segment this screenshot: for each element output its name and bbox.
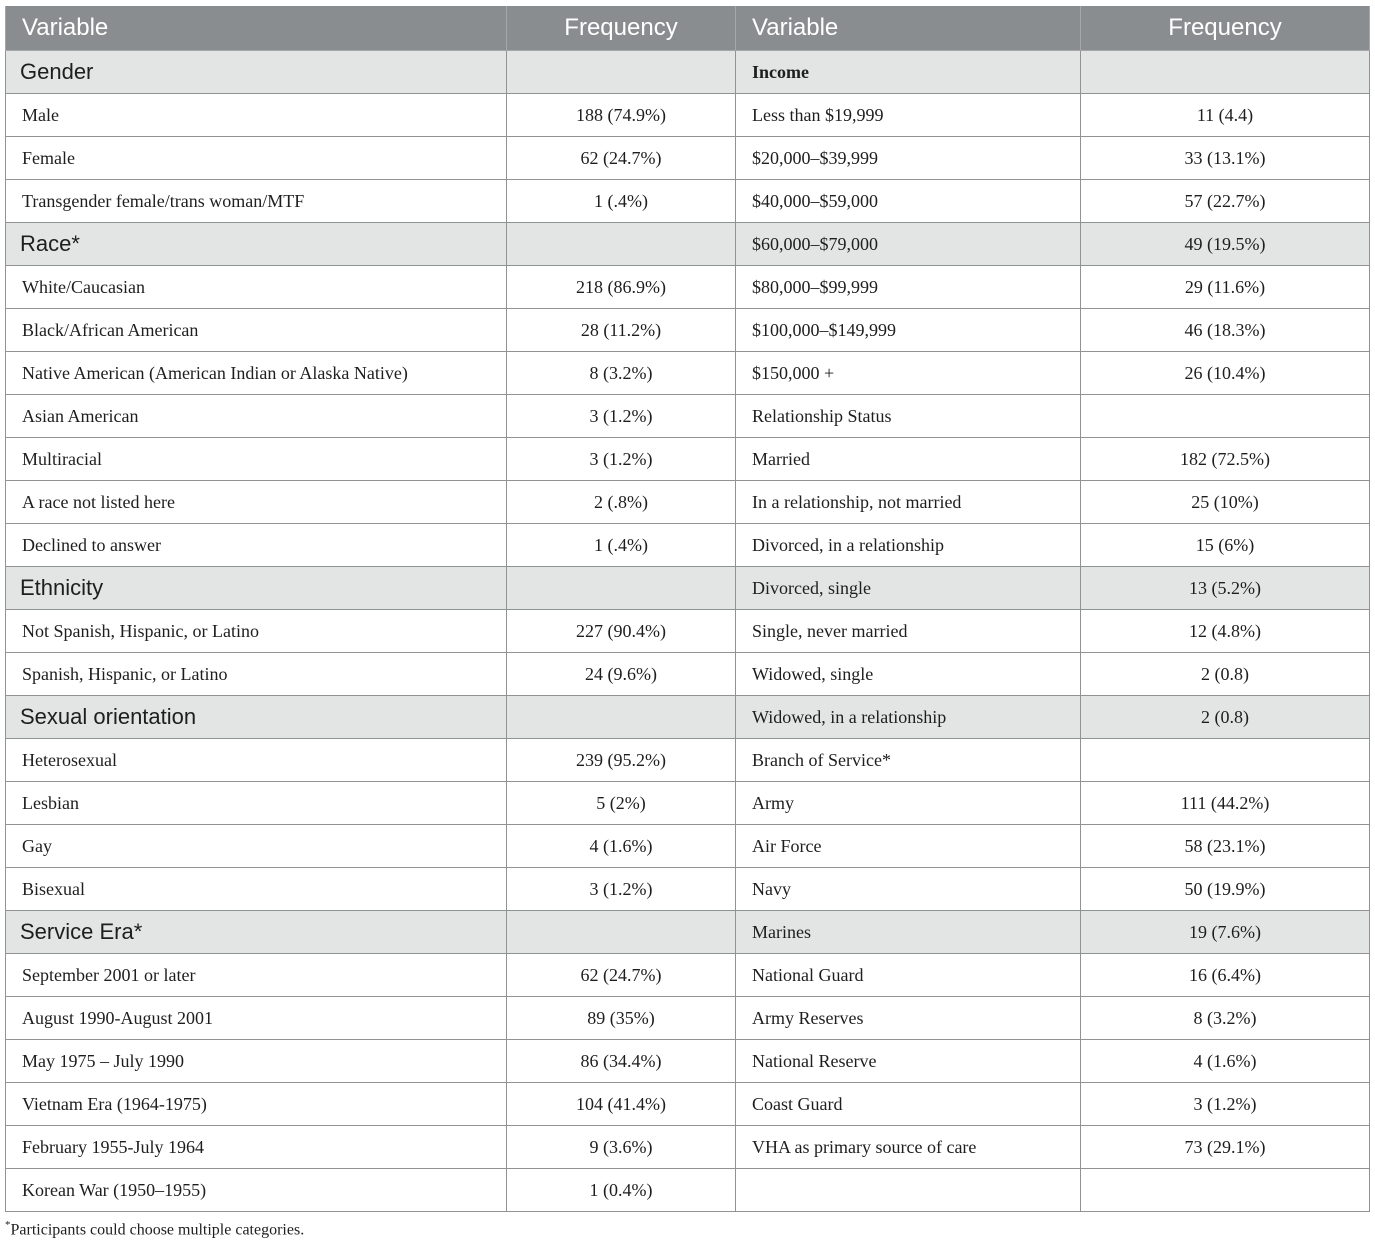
right-frequency-cell (1081, 51, 1370, 94)
left-variable-cell: Ethnicity (6, 567, 507, 610)
left-variable-cell: May 1975 – July 1990 (6, 1040, 507, 1083)
table-row (6, 395, 1370, 438)
footnote-text: Participants could choose multiple categories. (10, 1221, 305, 1239)
left-variable-cell: Lesbian (6, 782, 507, 825)
right-frequency-cell: 16 (6.4%) (1081, 954, 1370, 997)
right-variable-cell: $40,000–$59,000 (736, 180, 1081, 223)
left-frequency-cell: 218 (86.9%) (507, 266, 736, 309)
right-frequency-cell (1081, 739, 1370, 782)
right-variable-cell: National Reserve (736, 1040, 1081, 1083)
right-frequency-cell: 46 (18.3%) (1081, 309, 1370, 352)
right-frequency-cell: 58 (23.1%) (1081, 825, 1370, 868)
left-frequency-cell (507, 223, 736, 266)
left-variable-cell: Gender (6, 51, 507, 94)
left-variable-cell: Multiracial (6, 438, 507, 481)
left-frequency-cell: 28 (11.2%) (507, 309, 736, 352)
left-variable-cell: September 2001 or later (6, 954, 507, 997)
footnote-marker: * (5, 1219, 11, 1231)
left-frequency-cell: 4 (1.6%) (507, 825, 736, 868)
left-variable-cell: Declined to answer (6, 524, 507, 567)
table-row (6, 137, 1370, 180)
table-row (6, 1169, 1370, 1212)
right-variable-cell: Relationship Status (736, 395, 1081, 438)
header-frequency-left: Frequency (507, 6, 736, 51)
right-variable-cell: Single, never married (736, 610, 1081, 653)
table-row (6, 997, 1370, 1040)
right-frequency-cell: 33 (13.1%) (1081, 137, 1370, 180)
right-frequency-cell: 12 (4.8%) (1081, 610, 1370, 653)
right-variable-cell: Army Reserves (736, 997, 1081, 1040)
table-row (6, 1040, 1370, 1083)
right-frequency-cell: 15 (6%) (1081, 524, 1370, 567)
left-frequency-cell: 62 (24.7%) (507, 137, 736, 180)
right-variable-cell: Coast Guard (736, 1083, 1081, 1126)
left-variable-cell: Transgender female/trans woman/MTF (6, 180, 507, 223)
left-frequency-cell: 3 (1.2%) (507, 438, 736, 481)
right-variable-cell: Widowed, in a relationship (736, 696, 1081, 739)
right-variable-cell (736, 1169, 1081, 1212)
header-variable-left: Variable (6, 6, 507, 51)
right-frequency-cell: 4 (1.6%) (1081, 1040, 1370, 1083)
right-variable-cell: Air Force (736, 825, 1081, 868)
left-frequency-cell (507, 567, 736, 610)
right-frequency-cell: 26 (10.4%) (1081, 352, 1370, 395)
right-variable-cell: Married (736, 438, 1081, 481)
left-variable-cell: February 1955-July 1964 (6, 1126, 507, 1169)
table-row (6, 653, 1370, 696)
right-variable-cell: Divorced, single (736, 567, 1081, 610)
left-variable-cell: Female (6, 137, 507, 180)
left-frequency-cell: 1 (.4%) (507, 524, 736, 567)
left-frequency-cell: 3 (1.2%) (507, 868, 736, 911)
right-variable-cell: Less than $19,999 (736, 94, 1081, 137)
right-frequency-cell: 3 (1.2%) (1081, 1083, 1370, 1126)
table-row (6, 223, 1370, 266)
right-frequency-cell (1081, 395, 1370, 438)
header-variable-right: Variable (736, 6, 1081, 51)
table-row (6, 180, 1370, 223)
left-frequency-cell: 2 (.8%) (507, 481, 736, 524)
right-frequency-cell: 13 (5.2%) (1081, 567, 1370, 610)
table-row (6, 825, 1370, 868)
table-row (6, 94, 1370, 137)
right-variable-cell: In a relationship, not married (736, 481, 1081, 524)
left-variable-cell: Sexual orientation (6, 696, 507, 739)
table-row (6, 352, 1370, 395)
right-frequency-cell: 57 (22.7%) (1081, 180, 1370, 223)
table-row (6, 1126, 1370, 1169)
right-frequency-cell: 25 (10%) (1081, 481, 1370, 524)
left-frequency-cell: 86 (34.4%) (507, 1040, 736, 1083)
right-frequency-cell: 49 (19.5%) (1081, 223, 1370, 266)
right-variable-cell: $60,000–$79,000 (736, 223, 1081, 266)
right-variable-cell: Income (736, 51, 1081, 94)
left-variable-cell: Korean War (1950–1955) (6, 1169, 507, 1212)
left-frequency-cell: 62 (24.7%) (507, 954, 736, 997)
right-frequency-cell: 50 (19.9%) (1081, 868, 1370, 911)
left-variable-cell: Spanish, Hispanic, or Latino (6, 653, 507, 696)
left-variable-cell: Bisexual (6, 868, 507, 911)
table-row (6, 911, 1370, 954)
right-frequency-cell: 2 (0.8) (1081, 696, 1370, 739)
left-variable-cell: August 1990-August 2001 (6, 997, 507, 1040)
left-frequency-cell: 3 (1.2%) (507, 395, 736, 438)
right-variable-cell: Widowed, single (736, 653, 1081, 696)
left-frequency-cell (507, 696, 736, 739)
left-variable-cell: Heterosexual (6, 739, 507, 782)
table-row (6, 1083, 1370, 1126)
left-variable-cell: A race not listed here (6, 481, 507, 524)
left-frequency-cell: 8 (3.2%) (507, 352, 736, 395)
footnote (5, 1219, 304, 1239)
table-row (6, 309, 1370, 352)
left-variable-cell: Male (6, 94, 507, 137)
right-variable-cell: Divorced, in a relationship (736, 524, 1081, 567)
left-frequency-cell: 188 (74.9%) (507, 94, 736, 137)
table-row (6, 610, 1370, 653)
table-row (6, 868, 1370, 911)
table-row (6, 782, 1370, 825)
left-frequency-cell: 5 (2%) (507, 782, 736, 825)
header-frequency-right: Frequency (1081, 6, 1370, 51)
right-variable-cell: $20,000–$39,999 (736, 137, 1081, 180)
left-frequency-cell: 227 (90.4%) (507, 610, 736, 653)
demographics-table-container (5, 6, 1369, 1212)
right-variable-cell: Army (736, 782, 1081, 825)
left-variable-cell: Black/African American (6, 309, 507, 352)
left-frequency-cell: 9 (3.6%) (507, 1126, 736, 1169)
table-row (6, 51, 1370, 94)
left-frequency-cell: 104 (41.4%) (507, 1083, 736, 1126)
table-row (6, 954, 1370, 997)
left-frequency-cell: 239 (95.2%) (507, 739, 736, 782)
table-row (6, 481, 1370, 524)
left-frequency-cell (507, 911, 736, 954)
left-frequency-cell: 89 (35%) (507, 997, 736, 1040)
right-variable-cell: Marines (736, 911, 1081, 954)
demographics-table (5, 6, 1370, 1212)
left-variable-cell: Gay (6, 825, 507, 868)
right-frequency-cell: 11 (4.4) (1081, 94, 1370, 137)
right-variable-cell: $150,000 + (736, 352, 1081, 395)
table-row (6, 438, 1370, 481)
left-variable-cell: White/Caucasian (6, 266, 507, 309)
right-frequency-cell: 2 (0.8) (1081, 653, 1370, 696)
left-variable-cell: Not Spanish, Hispanic, or Latino (6, 610, 507, 653)
header-row (6, 6, 1370, 51)
left-frequency-cell: 1 (0.4%) (507, 1169, 736, 1212)
left-variable-cell: Asian American (6, 395, 507, 438)
right-frequency-cell: 111 (44.2%) (1081, 782, 1370, 825)
right-frequency-cell: 8 (3.2%) (1081, 997, 1370, 1040)
left-frequency-cell: 24 (9.6%) (507, 653, 736, 696)
left-variable-cell: Vietnam Era (1964-1975) (6, 1083, 507, 1126)
right-variable-cell: $100,000–$149,999 (736, 309, 1081, 352)
left-variable-cell: Native American (American Indian or Alaska Native) (6, 352, 507, 395)
table-row (6, 567, 1370, 610)
right-frequency-cell (1081, 1169, 1370, 1212)
right-variable-cell: National Guard (736, 954, 1081, 997)
right-variable-cell: $80,000–$99,999 (736, 266, 1081, 309)
right-frequency-cell: 73 (29.1%) (1081, 1126, 1370, 1169)
right-frequency-cell: 182 (72.5%) (1081, 438, 1370, 481)
left-variable-cell: Race* (6, 223, 507, 266)
table-row (6, 266, 1370, 309)
table-row (6, 696, 1370, 739)
left-frequency-cell (507, 51, 736, 94)
right-variable-cell: Navy (736, 868, 1081, 911)
left-variable-cell: Service Era* (6, 911, 507, 954)
left-frequency-cell: 1 (.4%) (507, 180, 736, 223)
right-frequency-cell: 29 (11.6%) (1081, 266, 1370, 309)
right-variable-cell: VHA as primary source of care (736, 1126, 1081, 1169)
table-row (6, 739, 1370, 782)
right-variable-cell: Branch of Service* (736, 739, 1081, 782)
right-frequency-cell: 19 (7.6%) (1081, 911, 1370, 954)
table-row (6, 524, 1370, 567)
